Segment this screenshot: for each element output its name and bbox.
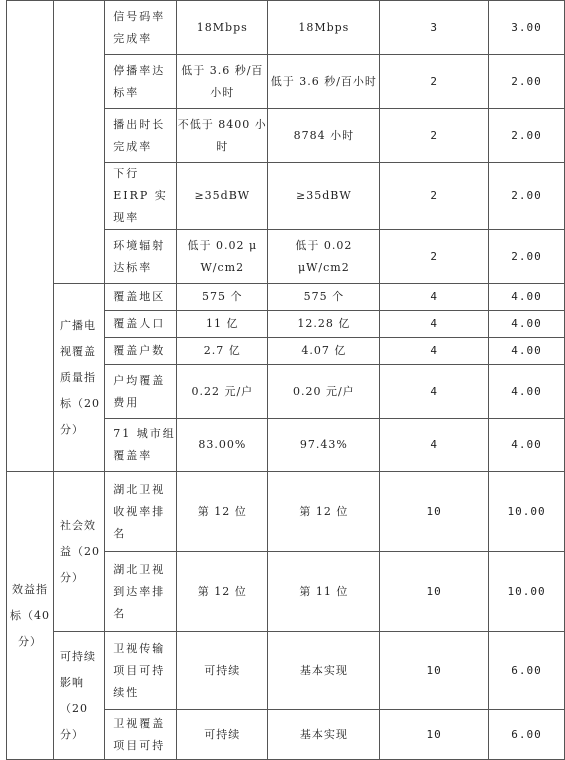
- weight-cell: 10: [380, 552, 489, 632]
- actual-cell: 低于 0.02 μW/cm2: [268, 230, 380, 284]
- weight-cell: 10: [380, 472, 489, 552]
- actual-cell: 第 12 位: [268, 472, 380, 552]
- actual-cell: ≥35dBW: [268, 163, 380, 230]
- category-cell: [54, 1, 105, 284]
- benefit-category-cell: 效益指标（40分）: [7, 472, 54, 760]
- weight-cell: 4: [380, 284, 489, 311]
- score-cell: 4.00: [489, 419, 565, 472]
- sustain-category-cell: 可持续影响（20分）: [54, 632, 105, 760]
- target-cell: 第 12 位: [177, 552, 268, 632]
- actual-cell: 8784 小时: [268, 109, 380, 163]
- indicator-cell: 信号码率完成率: [105, 1, 177, 55]
- outer-category-cell: [7, 1, 54, 472]
- indicator-cell: 卫视覆盖项目可持: [105, 710, 177, 760]
- actual-cell: 低于 3.6 秒/百小时: [268, 55, 380, 109]
- score-cell: 2.00: [489, 55, 565, 109]
- indicator-cell: 播出时长完成率: [105, 109, 177, 163]
- performance-table: [6, 0, 565, 760]
- indicator-cell: 卫视传输项目可持续性: [105, 632, 177, 710]
- weight-cell: 4: [380, 365, 489, 419]
- weight-cell: 4: [380, 311, 489, 338]
- weight-cell: 2: [380, 230, 489, 284]
- actual-cell: 97.43%: [268, 419, 380, 472]
- target-cell: 可持续: [177, 632, 268, 710]
- weight-cell: 4: [380, 419, 489, 472]
- target-cell: 83.00%: [177, 419, 268, 472]
- weight-cell: 4: [380, 338, 489, 365]
- weight-cell: 2: [380, 163, 489, 230]
- score-cell: 2.00: [489, 109, 565, 163]
- actual-cell: 0.20 元/户: [268, 365, 380, 419]
- score-cell: 10.00: [489, 472, 565, 552]
- target-cell: 低于 0.02 μ W/cm2: [177, 230, 268, 284]
- indicator-cell: 覆盖户数: [105, 338, 177, 365]
- actual-cell: 4.07 亿: [268, 338, 380, 365]
- table-row: [7, 632, 565, 710]
- actual-cell: 575 个: [268, 284, 380, 311]
- indicator-cell: 覆盖地区: [105, 284, 177, 311]
- table-row: [7, 472, 565, 552]
- score-cell: 4.00: [489, 284, 565, 311]
- score-cell: 3.00: [489, 1, 565, 55]
- indicator-cell: 停播率达标率: [105, 55, 177, 109]
- score-cell: 4.00: [489, 338, 565, 365]
- actual-cell: 第 11 位: [268, 552, 380, 632]
- target-cell: 11 亿: [177, 311, 268, 338]
- actual-cell: 12.28 亿: [268, 311, 380, 338]
- score-cell: 2.00: [489, 163, 565, 230]
- indicator-cell: 覆盖人口: [105, 311, 177, 338]
- weight-cell: 2: [380, 109, 489, 163]
- indicator-cell: 71 城市组覆盖率: [105, 419, 177, 472]
- indicator-cell: 户均覆盖费用: [105, 365, 177, 419]
- target-cell: 2.7 亿: [177, 338, 268, 365]
- actual-cell: 基本实现: [268, 710, 380, 760]
- target-cell: 低于 3.6 秒/百小时: [177, 55, 268, 109]
- indicator-cell: 湖北卫视收视率排名: [105, 472, 177, 552]
- indicator-cell: 下行 EIRP 实现率: [105, 163, 177, 230]
- actual-cell: 基本实现: [268, 632, 380, 710]
- indicator-cell: 环境辐射达标率: [105, 230, 177, 284]
- score-cell: 4.00: [489, 311, 565, 338]
- weight-cell: 2: [380, 55, 489, 109]
- target-cell: 575 个: [177, 284, 268, 311]
- weight-cell: 3: [380, 1, 489, 55]
- weight-cell: 10: [380, 632, 489, 710]
- target-cell: 第 12 位: [177, 472, 268, 552]
- social-category-cell: 社会效益（20分）: [54, 472, 105, 632]
- target-cell: 可持续: [177, 710, 268, 760]
- target-cell: 18Mbps: [177, 1, 268, 55]
- target-cell: 不低于 8400 小时: [177, 109, 268, 163]
- target-cell: 0.22 元/户: [177, 365, 268, 419]
- score-cell: 2.00: [489, 230, 565, 284]
- indicator-cell: 湖北卫视到达率排名: [105, 552, 177, 632]
- score-cell: 6.00: [489, 710, 565, 760]
- score-cell: 6.00: [489, 632, 565, 710]
- table-row: [7, 1, 565, 55]
- coverage-category-cell: 广播电视覆盖质量指标（20分）: [54, 284, 105, 472]
- weight-cell: 10: [380, 710, 489, 760]
- target-cell: ≥35dBW: [177, 163, 268, 230]
- actual-cell: 18Mbps: [268, 1, 380, 55]
- score-cell: 10.00: [489, 552, 565, 632]
- score-cell: 4.00: [489, 365, 565, 419]
- table-row: [7, 284, 565, 311]
